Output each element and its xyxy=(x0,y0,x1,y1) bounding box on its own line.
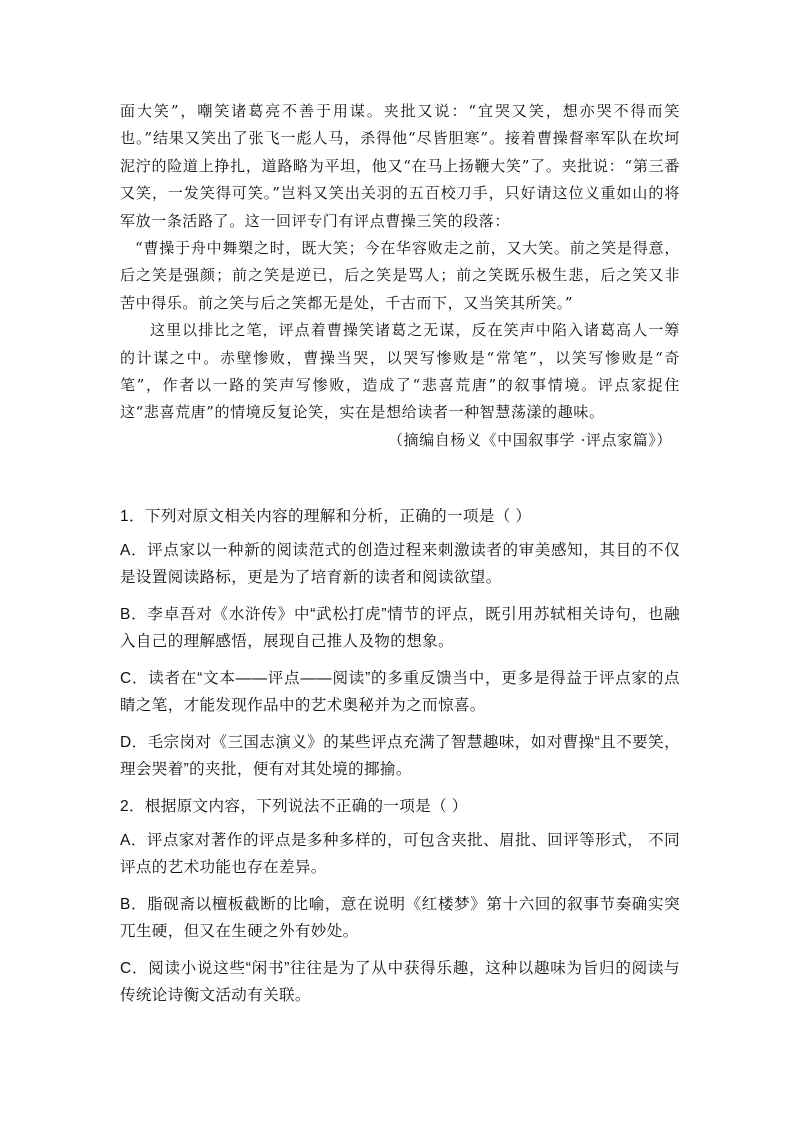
question-2 xyxy=(120,793,680,1009)
reading-passage xyxy=(120,98,680,454)
question-1-option-d: D．毛宗岗对《三国志演义》的某些评点充满了智慧趣味，如对曹操“且不要笑，理会哭着”的夹批，便有对其处境的揶揄。 xyxy=(120,734,680,778)
passage-paragraph-3: 这里以排比之笔，评点着曹操笑诸葛之无谋，反在笑声中陷入诸葛高人一筹的计谋之中。赤壁惨败，曹操当哭，以哭写惨败是“常笔”，以笑写惨败是“奇笔”，作者以一路的笑声写惨败，造成了“悲喜荒唐”的叙事情境。评点家捉住这“悲喜荒唐”的情境反复论笑，实在是想给读者一种智慧荡漾的趣味。 xyxy=(120,321,680,422)
question-2-option-a: A．评点家对著作的评点是多种多样的，可包含夹批、眉批、回评等形式， 不同评点的艺术功能也存在差异。 xyxy=(120,832,680,876)
passage-source-citation: （摘编自杨义《中国叙事学 ·评点家篇》） xyxy=(387,430,672,449)
passage-paragraph-1: 面大笑”，嘲笑诸葛亮不善于用谋。夹批又说：“宜哭又笑，想亦哭不得而笑也。”结果又笑出了张飞一彪人马，杀得他“尽皆胆寒”。接着曹操督率军队在坎坷泥泞的险道上挣扎，道路略为平坦，他又“在马上扬鞭大笑”了。夹批说：“第三番又笑，一发笑得可笑。”岂料又笑出关羽的五百校刀手，只好请这位义重如山的将军放一条活路了。这一回评专门有评点曹操三笑的段落： xyxy=(120,102,680,230)
question-2-option-b: B．脂砚斋以檀板截断的比喻，意在说明《红楼梦》第十六回的叙事节奏确实突兀生硬，但又在生硬之外有妙处。 xyxy=(120,896,680,940)
question-2-option-c: C．阅读小说这些“闲书”往往是为了从中获得乐趣，这种以趣味为旨归的阅读与传统论诗衡文活动有关联。 xyxy=(120,960,680,1004)
question-1-option-c: C．读者在“文本——评点——阅读”的多重反馈当中，更多是得益于评点家的点睛之笔，才能发现作品中的艺术奥秘并为之而惊喜。 xyxy=(120,670,680,714)
questions-section xyxy=(120,503,680,1019)
question-1-option-a: A．评点家以一种新的阅读范式的创造过程来刺激读者的审美感知，其目的不仅是设置阅读路标，更是为了培育新的读者和阅读欲望。 xyxy=(120,542,680,586)
question-1 xyxy=(120,503,680,783)
question-1-option-b: B．李卓吾对《水浒传》中“武松打虎”情节的评点，既引用苏轼相关诗句，也融入自己的理解感悟，展现自己推人及物的想象。 xyxy=(120,606,680,650)
passage-quote-paragraph: “曹操于舟中舞槊之时，既大笑；今在华容败走之前，又大笑。前之笑是得意，后之笑是强颜；前之笑是逆已，后之笑是骂人；前之笑既乐极生悲，后之笑又非苦中得乐。前之笑与后之笑都无是处，千古而下，又当笑其所笑。” xyxy=(120,239,680,312)
question-stem: 1．下列对原文相关内容的理解和分析，正确的一项是（ ） xyxy=(120,508,532,525)
question-stem: 2．根据原文内容，下列说法不正确的一项是（ ） xyxy=(120,798,468,815)
